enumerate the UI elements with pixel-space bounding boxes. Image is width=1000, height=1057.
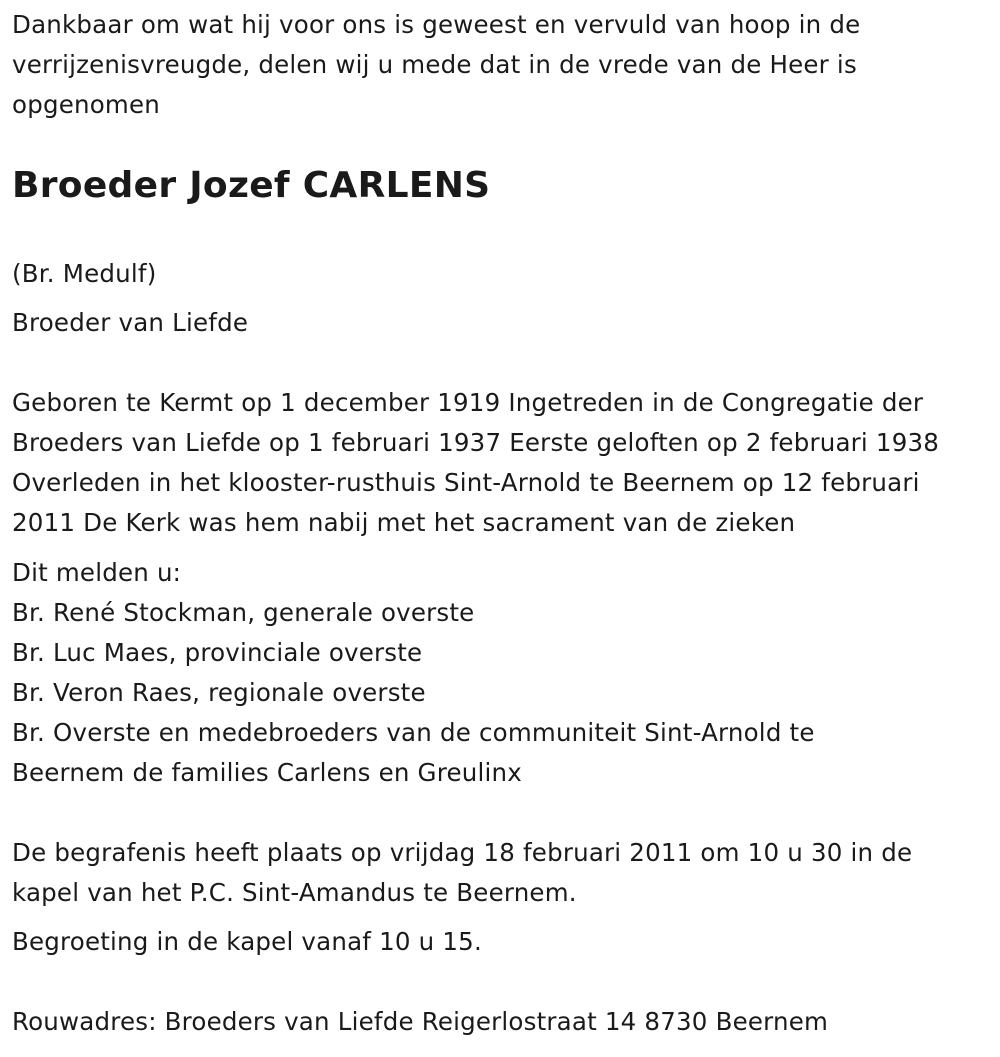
bio-line: 2011 De Kerk was hem nabij met het sacrament van de zieken xyxy=(12,508,796,537)
bio-line: Geboren te Kermt op 1 december 1919 Ingetreden in de Congregatie der xyxy=(12,388,924,417)
announcer-line: Beernem de families Carlens en Greulinx xyxy=(12,758,522,787)
funeral-paragraph xyxy=(12,833,994,913)
intro-line: Dankbaar om wat hij voor ons is geweest en vervuld van hoop in de xyxy=(12,10,861,39)
announcer-line: Br. Overste en medebroeders van de communiteit Sint-Arnold te xyxy=(12,718,815,747)
funeral-line: De begrafenis heeft plaats op vrijdag 18 februari 2011 om 10 u 30 in de xyxy=(12,838,913,867)
bio-line: Broeders van Liefde op 1 februari 1937 Eerste geloften op 2 februari 1938 xyxy=(12,428,940,457)
intro-paragraph xyxy=(12,5,994,125)
intro-line: opgenomen xyxy=(12,90,160,119)
greeting-info: Begroeting in de kapel vanaf 10 u 15. xyxy=(12,927,482,956)
deceased-name: Broeder Jozef CARLENS xyxy=(12,165,491,206)
announcer-line: Br. Veron Raes, regionale overste xyxy=(12,678,426,707)
biography-paragraph xyxy=(12,383,994,543)
bio-line: Overleden in het klooster-rusthuis Sint-Arnold te Beernem op 12 februari xyxy=(12,468,920,497)
announcers-list xyxy=(12,593,994,793)
intro-line: verrijzenisvreugde, delen wij u mede dat in de vrede van de Heer is xyxy=(12,50,857,79)
congregation: Broeder van Liefde xyxy=(12,308,249,337)
announcer-line: Br. René Stockman, generale overste xyxy=(12,598,475,627)
religious-name: (Br. Medulf) xyxy=(12,259,157,288)
announcers-label: Dit melden u: xyxy=(12,558,182,587)
mourning-address: Rouwadres: Broeders van Liefde Reigerlostraat 14 8730 Beernem xyxy=(12,1007,829,1036)
announcer-line: Br. Luc Maes, provinciale overste xyxy=(12,638,423,667)
funeral-line: kapel van het P.C. Sint-Amandus te Beernem. xyxy=(12,878,577,907)
